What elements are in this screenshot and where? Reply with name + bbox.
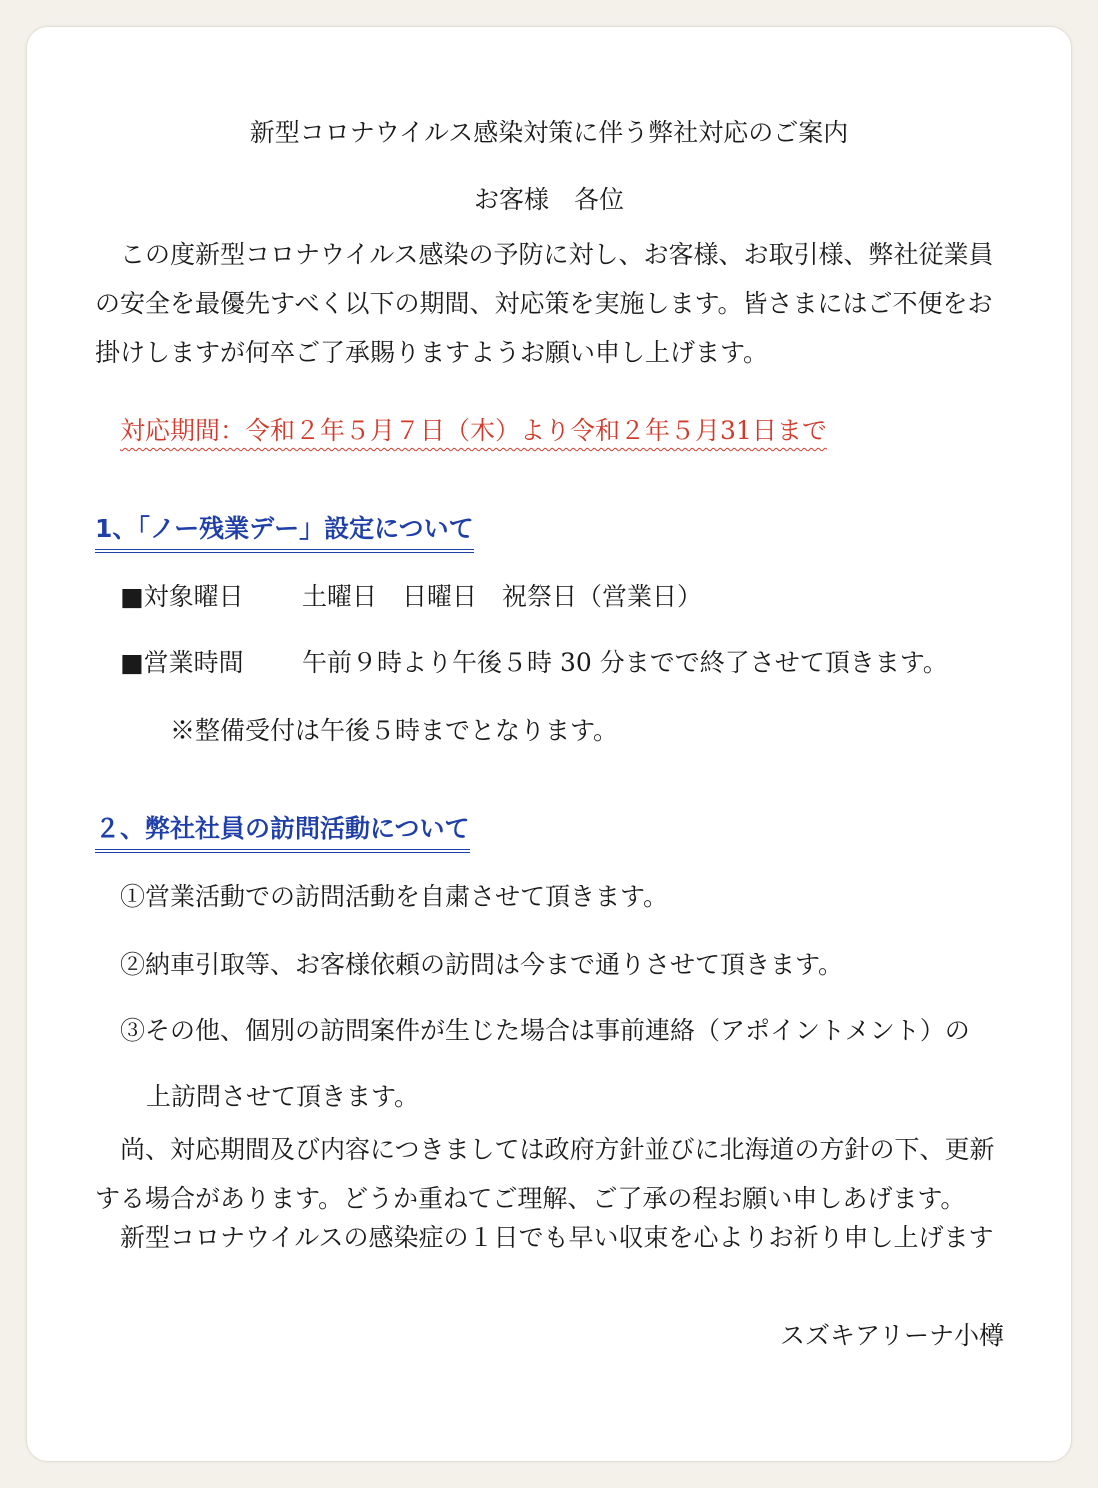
- section1-heading: 1、「ノー残業デー」設定について: [95, 516, 474, 553]
- business-hours-label: ■営業時間: [120, 648, 244, 677]
- visit-item-2: ②納車引取等、お客様依頼の訪問は今まで通りさせて頂きます。: [120, 950, 844, 979]
- salutation: お客様 各位: [473, 185, 624, 214]
- section2-heading: ２、弊社社員の訪問活動について: [95, 816, 470, 853]
- closing-paragraph-2: 新型コロナウイルスの感染症の１日でも早い収束を心よりお祈り申し上げます: [120, 1223, 994, 1252]
- closing-paragraph-1: 尚、対応期間及び内容につきましては政府方針並びに北海道の方針の下、更新する場合があります。どうか重ねてご理解、ご了承の程お願い申しあげます。: [95, 1135, 995, 1213]
- business-hours-value: 午前９時より午後５時 30 分までで終了させて頂きます。: [302, 648, 948, 677]
- target-days-value: 土曜日 日曜日 祝祭日（営業日）: [302, 582, 703, 611]
- visit-item-1: ①営業活動での訪問活動を自粛させて頂きます。: [120, 882, 669, 911]
- target-days-label: ■対象曜日: [120, 582, 244, 611]
- document-title: 新型コロナウイルス感染対策に伴う弊社対応のご案内: [249, 118, 849, 147]
- signature: スズキアリーナ小樽: [779, 1321, 1004, 1350]
- maintenance-note: ※整備受付は午後５時までとなります。: [170, 716, 619, 745]
- visit-item-3: ③その他、個別の訪問案件が生じた場合は事前連絡（アポイントメント）の: [120, 1016, 970, 1045]
- intro-paragraph: この度新型コロナウイルス感染の予防に対し、お客様、お取引様、弊社従業員の安全を最優先すべく以下の期間、対応策を実施します。皆さまにはご不便をお掛けしますが何卒ご了承賜りますようお願い申し上げます。: [95, 240, 994, 367]
- visit-item-3-continued: 上訪問させて頂きます。: [146, 1082, 420, 1111]
- response-period: 対応期間：令和２年５月７日（木）より令和２年５月31日まで: [120, 416, 827, 445]
